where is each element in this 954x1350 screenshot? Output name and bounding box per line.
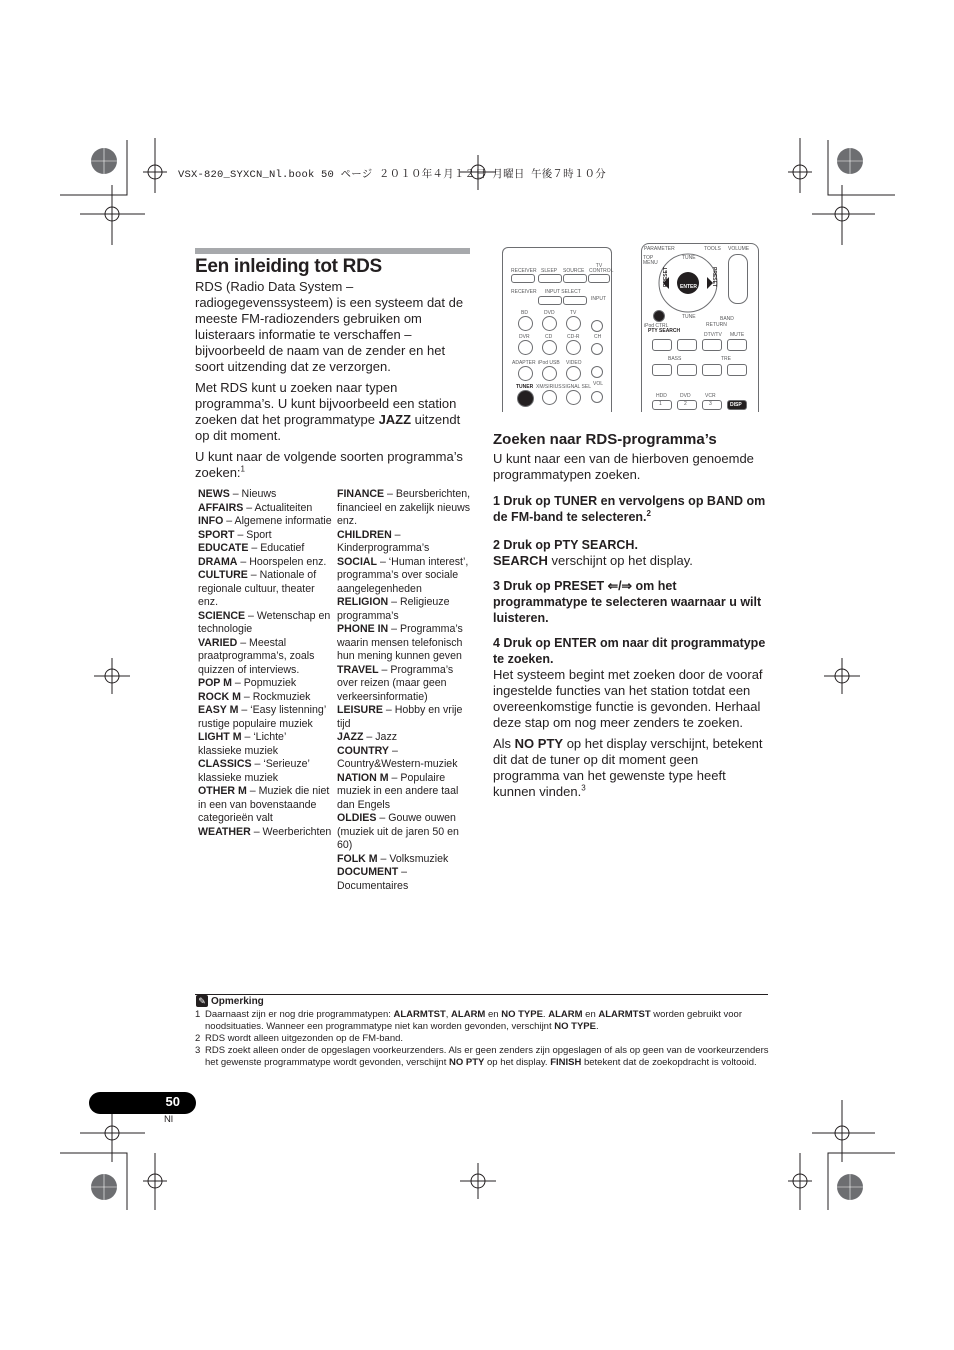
program-type-description: – Nationale of regionale cultuur, theater enz.: [198, 569, 317, 608]
program-type-code: CHILDREN: [337, 528, 392, 541]
footnote-text-part: op het display.: [484, 1057, 551, 1068]
footnote-text: [205, 1045, 770, 1069]
step-4-body: Het systeem begint met zoeken door de vooraf ingestelde functies van het station totdat een overeenkomstige functie is gevonden. Herhaal deze stap om nog meer zenders te zoeken.: [493, 667, 763, 730]
footnote-text-part: .: [542, 1009, 549, 1020]
program-type-item: [198, 677, 332, 691]
program-type-description: – Educatief: [248, 542, 305, 554]
footnote-text-part: ,: [445, 1009, 452, 1020]
section-title-rds-search: Zoeken naar RDS-programma’s: [493, 431, 717, 448]
pencil-icon: ✎: [196, 995, 208, 1007]
program-type-code: FOLK M: [337, 852, 378, 865]
program-type-description: – Religieuze programma’s: [337, 596, 450, 622]
no-pty-paragraph: Als NO PTY op het display verschijnt, betekent dit dat de tuner op dit moment geen programma van het gewenste type heeft kunnen vinden.$^3$: [493, 736, 763, 799]
footnote-text-part: NO TYPE: [554, 1021, 596, 1032]
program-type-code: NATION M: [337, 771, 389, 784]
program-type-item: [337, 866, 471, 893]
intro-paragraph: RDS (Radio Data System – radiogegevenssysteem) is een systeem dat de meeste FM-radiozenders gebruiken om luisteraars informatie te verschaffen – bijvoorbeeld de naam van de zender en het soort uitzending dat ze verzorgen.: [195, 279, 464, 374]
program-type-item: [337, 731, 471, 745]
program-type-item: [337, 704, 471, 731]
types-lead-paragraph: U kunt naar de volgende soorten programma’s zoeken:$^1$: [195, 449, 463, 480]
program-type-item: [198, 610, 332, 637]
program-type-code: SPORT: [198, 528, 235, 541]
program-type-description: – Meestal praatprogramma’s, zoals quizzen of interviews.: [198, 636, 315, 676]
program-type-description: – Kinderprogramma’s: [337, 528, 430, 554]
program-type-item: [198, 569, 332, 610]
footnote-text-part: FINISH: [550, 1057, 582, 1068]
footnote-text-part: .: [595, 1021, 599, 1032]
program-type-code: JAZZ: [337, 731, 364, 743]
program-type-item: [198, 731, 332, 758]
program-type-code: PHONE IN: [337, 623, 389, 635]
program-type-code: WEATHER: [198, 825, 251, 838]
footnotes: [195, 1009, 770, 1069]
footnote-number: 2: [195, 1033, 201, 1044]
step-2-body: SEARCH verschijnt op het display.: [493, 553, 693, 568]
program-type-description: – Hobby en vrije tijd: [337, 704, 463, 730]
program-type-item: [337, 664, 471, 705]
program-type-code: VARIED: [198, 636, 238, 649]
program-type-item: [337, 745, 471, 772]
program-type-item: [198, 488, 332, 502]
program-type-code: POP M: [198, 677, 232, 689]
footnote-text-part: Daarnaast zijn er nog drie programmatypen:: [205, 1009, 394, 1020]
footnote-text-part: NO PTY: [448, 1057, 485, 1068]
program-type-description: – Jazz: [363, 731, 398, 743]
footnote-number: 3: [195, 1045, 201, 1056]
program-type-description: – ‘Human interest’, programma’s over sociale aangelegenheden: [337, 555, 469, 595]
program-type-item: [198, 691, 332, 705]
program-type-code: DRAMA: [198, 555, 238, 568]
program-type-item: [337, 772, 471, 813]
footnote-text-part: en: [582, 1009, 599, 1020]
footnote-text-part: betekent dat de zoekopdracht is voltooid.: [581, 1057, 757, 1068]
program-type-code: OLDIES: [337, 812, 377, 824]
program-type-description: – Programma’s over reizen (maar geen verkeersinformatie): [337, 663, 454, 703]
program-type-description: – ‘Lichte’ klassieke muziek: [198, 731, 286, 757]
footnote: [195, 1033, 770, 1045]
program-type-code: EDUCATE: [198, 542, 249, 554]
program-type-code: OTHER M: [198, 785, 247, 797]
footnote-text-part: en: [485, 1009, 502, 1020]
program-type-code: ROCK M: [198, 690, 241, 703]
program-type-item: [198, 542, 332, 556]
program-type-code: LEISURE: [337, 704, 383, 716]
program-type-code: DOCUMENT: [337, 866, 399, 878]
program-type-item: [198, 515, 332, 529]
footnote-text-part: ALARMTST: [598, 1009, 651, 1020]
program-type-item: [198, 502, 332, 516]
title-bar: [195, 248, 470, 254]
program-type-code: NEWS: [198, 488, 230, 500]
program-type-description: – Muziek die niet in een van bovenstaande categorieën valt: [198, 785, 330, 824]
page-tab: [100, 1092, 196, 1114]
program-type-item: [198, 758, 332, 785]
program-type-code: RELIGION: [337, 596, 389, 608]
footnote-text: [205, 1033, 403, 1045]
print-header: VSX-820_SYXCN_Nl.book 50 ページ ２０１０年４月１２日 月曜日 午後７時１０分: [178, 169, 606, 181]
program-type-description: – Gouwe ouwen (muziek uit de jaren 50 en 60): [337, 812, 459, 851]
step-3: 3 Druk op PRESET ⇐/⇒ om het programmatype te selecteren waarnaar u wilt luisteren.: [493, 579, 762, 625]
program-type-item: [198, 556, 332, 570]
program-type-description: – Algemene informatie: [223, 515, 332, 527]
program-type-item: [337, 488, 471, 529]
section-title-rds-intro: Een inleiding tot RDS: [195, 256, 382, 277]
footnote-text-part: ALARM: [548, 1009, 583, 1020]
program-type-code: CLASSICS: [198, 758, 252, 770]
program-type-description: – Rockmuziek: [240, 690, 311, 703]
footnote: [195, 1009, 770, 1033]
program-type-code: FINANCE: [337, 488, 385, 500]
footnote-text-part: ALARMTST: [393, 1009, 446, 1020]
program-type-description: – Programma’s waarin mensen telefonisch hun mening kunnen geven: [337, 623, 463, 662]
program-type-description: – Beursberichten, financieel en zakelijk nieuws enz.: [337, 488, 471, 527]
program-type-code: SOCIAL: [337, 555, 378, 568]
footnote: [195, 1045, 770, 1069]
program-type-item: [198, 826, 332, 840]
program-type-description: – Weerberichten: [250, 825, 332, 838]
footnote-text: [205, 1009, 770, 1033]
program-type-description: – Documentaires: [337, 866, 409, 892]
page-language: Nl: [164, 1114, 173, 1125]
program-type-item: [198, 529, 332, 543]
program-type-code: CULTURE: [198, 569, 248, 581]
remote-illustration-right: PARAMETER TOOLS VOLUME TOP MENU TUNE ENTER PRESET PRESET TUNE BAND RETURN iPod CTRL PTY SEARCH DTV/TV MUTE BASS TRE HDD DVD VCR 1 2 3 DISP: [641, 243, 759, 412]
program-type-item: [337, 812, 471, 853]
program-type-description: – Hoorspelen enz.: [237, 555, 327, 568]
program-type-code: EASY M: [198, 704, 239, 716]
program-type-item: [337, 623, 471, 664]
program-type-description: – ‘Easy listenning’ rustige populaire muziek: [198, 704, 326, 730]
program-type-code: SCIENCE: [198, 609, 246, 622]
program-type-description: – Volksmuziek: [377, 852, 449, 865]
program-type-description: – Populaire muziek in een andere taal dan Engels: [337, 771, 459, 811]
step-2: 2 Druk op PTY SEARCH.: [493, 538, 638, 552]
program-type-item: [337, 853, 471, 867]
program-type-item: [198, 637, 332, 678]
footnote-text-part: RDS wordt alleen uitgezonden op de FM-band.: [205, 1033, 404, 1044]
remote-illustration-left: RECEIVER SLEEP SOURCE TV CONTROL RECEIVER INPUT SELECT INPUT BD DVD TV DVR CD CD-R CH ADAPTER iPod USB VIDEO TUNER XM/SIRIUS SIGNAL SEL VOL: [502, 247, 612, 412]
search-intro: U kunt naar een van de hierboven genoemde programmatypen zoeken.: [493, 451, 754, 482]
footnote-text-part: ALARM: [451, 1009, 486, 1020]
footnote-text-part: RDS zoekt alleen onder de opgeslagen voorkeurzenders. Als er geen zenders zijn opgeslagen of als op geen van de voorkeurzenders het gewenste programmatype wordt gevonden, verschijnt: [205, 1045, 769, 1068]
program-type-description: – Country&Western-muziek: [337, 744, 458, 770]
page-number: 50: [165, 1094, 180, 1109]
program-type-item: [337, 596, 471, 623]
footnote-text-part: NO TYPE: [501, 1009, 543, 1020]
program-type-code: INFO: [198, 515, 224, 527]
program-type-description: – Sport: [234, 528, 272, 541]
program-type-code: AFFAIRS: [198, 501, 244, 514]
program-type-description: – Nieuws: [229, 488, 277, 500]
program-type-item: [198, 704, 332, 731]
notes-heading: Opmerking: [211, 996, 264, 1007]
footnote-text-part: worden gebruikt voor noodsituaties. Wanneer een programmatype niet kan worden gevonden, verschijnt: [205, 1009, 742, 1032]
program-type-description: – Actualiteiten: [243, 501, 313, 514]
program-type-code: COUNTRY: [337, 744, 389, 757]
program-type-description: – Wetenschap en technologie: [198, 609, 331, 635]
step-1: 1 Druk op TUNER en vervolgens op BAND om de FM-band te selecteren.$^2$: [493, 494, 766, 524]
program-types-col2: [337, 488, 471, 893]
program-types-col1: [198, 488, 332, 839]
program-type-code: TRAVEL: [337, 663, 379, 676]
step-4: 4 Druk op ENTER om naar dit programmatype te zoeken.: [493, 636, 766, 666]
program-type-item: [198, 785, 332, 826]
program-type-description: – Popmuziek: [231, 677, 297, 689]
notes-divider: [195, 994, 768, 995]
program-type-item: [337, 529, 471, 556]
program-type-code: LIGHT M: [198, 731, 242, 743]
footnote-number: 1: [195, 1009, 201, 1020]
jazz-paragraph: Met RDS kunt u zoeken naar typen programma’s. U kunt bijvoorbeeld een station zoeken dat het programmatype JAZZ uitzendt op dit moment.: [195, 380, 461, 443]
program-type-item: [337, 556, 471, 597]
program-type-description: – ‘Serieuze’ klassieke muziek: [198, 758, 310, 784]
